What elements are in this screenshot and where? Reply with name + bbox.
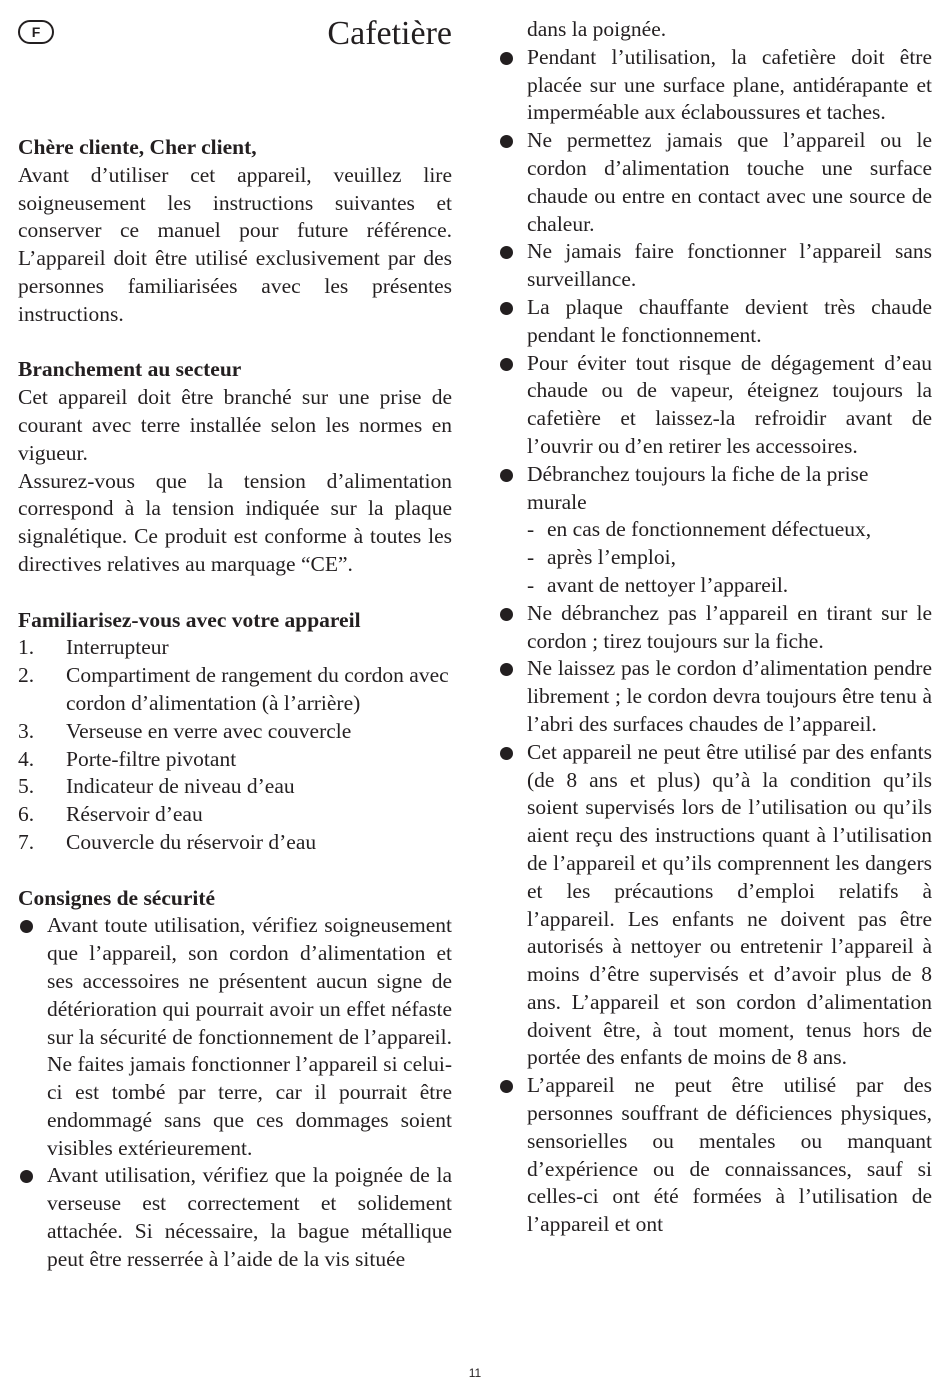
sub-item — [498, 516, 932, 544]
item-text: Porte-filtre pivotant — [66, 746, 237, 771]
item-text: Compartiment de rangement du cordon avec cordon d’alimentation (à l’arrière) — [66, 663, 449, 715]
item-number: 5. — [18, 774, 35, 799]
bullet-item — [18, 1162, 452, 1273]
dash-marker: - — [527, 572, 535, 597]
parts-heading: Familiarisez-vous avec votre appareil — [18, 607, 361, 632]
item-number: 3. — [18, 718, 35, 743]
item-text: Réservoir d’eau — [66, 802, 203, 827]
bullet-text: Ne permettez jamais que l’appareil ou le cordon d’alimentation touche une surface chaude ou entre en contact avec une source de chaleur. — [527, 128, 932, 236]
bullet-text: Ne débranchez pas l’appareil en tirant sur le cordon ; tirez toujours sur la fiche. — [527, 600, 932, 653]
bullet-item — [498, 600, 932, 656]
greeting-heading: Chère cliente, Cher client, — [18, 135, 257, 159]
item-text: Couvercle du réservoir d’eau — [66, 829, 317, 854]
bullet-item — [498, 655, 932, 738]
list-item — [18, 634, 452, 662]
item-number: 6. — [18, 802, 35, 827]
dash-marker: - — [527, 545, 535, 570]
bullet-item — [498, 739, 932, 1073]
bullet-item — [498, 350, 932, 461]
language-badge: F — [18, 20, 54, 44]
list-item — [18, 746, 452, 774]
item-text: Indicateur de niveau d’eau — [66, 774, 295, 799]
list-item — [18, 773, 452, 801]
bullet-item — [498, 1072, 932, 1239]
bullet-item — [498, 127, 932, 238]
page-number: 11 — [468, 1366, 482, 1380]
item-text: Interrupteur — [66, 635, 169, 660]
item-number: 4. — [18, 746, 35, 771]
intro-paragraph: Avant d’utiliser cet appareil, veuillez lire soigneusement les instructions suivantes et conserver ce manuel pour future référence. L’appareil doit être utilisé exclusivement par des personnes familiarisées avec les présentes instructions. — [18, 162, 452, 326]
list-item — [18, 662, 452, 718]
right-column — [498, 16, 932, 1239]
bullet-text: Avant utilisation, vérifiez que la poignée de la verseuse est correctement et solidement attachée. Si nécessaire, la bague métallique peut être resserrée à l’aide de la vis située — [47, 1163, 452, 1271]
item-number: 2. — [18, 663, 35, 688]
sub-item — [498, 544, 932, 572]
left-column — [18, 134, 452, 1274]
item-number: 1. — [18, 635, 35, 660]
item-number: 7. — [18, 829, 35, 854]
bullet-text: Débranchez toujours la fiche de la prise murale — [527, 461, 869, 514]
dash-marker: - — [527, 517, 535, 542]
list-item — [18, 718, 452, 746]
bullet-text: Ne laissez pas le cordon d’alimentation pendre librement ; le cordon devra toujours être tenu à l’abri des surfaces chaudes de l’appareil. — [527, 656, 932, 736]
bullet-item — [498, 461, 932, 517]
safety-heading: Consignes de sécurité — [18, 885, 216, 910]
bullet-text: Cet appareil ne peut être utilisé par des enfants (de 8 ans et plus) qu’à la condition qu’ils soient supervisés lors de l’utilisation ou qu’ils aient reçu des instructions quant à l’utilisation de l’appareil et qu’ils comprennent les dangers et les précautions d’emploi relatifs à l’appareil. Les enfants ne doivent pas être autorisés à nettoyer ou entretenir l’appareil à moins d’être supervisés et d’avoir plus de 8 ans. L’appareil et son cordon d’alimentation doivent être, à tout moment, tenus hors de portée des enfants de moins de 8 ans. — [527, 739, 932, 1070]
parts-list — [18, 634, 452, 856]
bullet-item — [498, 294, 932, 350]
page-title: Cafetière — [327, 15, 452, 52]
bullet-text: Pendant l’utilisation, la cafetière doit être placée sur une surface plane, antidérapante et imperméable aux éclaboussures et taches. — [527, 44, 932, 125]
bullet-text: Avant toute utilisation, vérifiez soigneusement que l’appareil, son cordon d’alimentation et ses accessoires ne présentent aucun signe de détérioration qui pourrait avoir un effet néfaste sur la sécurité de fonctionnement de l’appareil. Ne faites jamais fonctionner l’appareil si celui-ci est tombé par terre, car il pourrait être endommagé sans que ces dommages soient visibles extérieurement. — [47, 913, 452, 1160]
bullet-item — [498, 44, 932, 127]
bullet-text: L’appareil ne peut être utilisé par des personnes souffrant de déficiences physiques, sensorielles ou mentales ou manquant d’expérience ou de connaissances, sauf si celles-ci ont été formées à l’utilisation de l’appareil et ont — [527, 1073, 932, 1237]
item-text: Verseuse en verre avec couvercle — [66, 718, 352, 743]
mains-paragraph-2: Assurez-vous que la tension d’alimentation correspond à la tension indiquée sur la plaque signalétique. Ce produit est conforme à toutes les directives relatives au marquage “CE”. — [18, 468, 452, 576]
bullet-text: Pour éviter tout risque de dégagement d’eau chaude ou de vapeur, éteignez toujours la cafetière et laissez-la refroidir avant de l’ouvrir ou d’en retirer les accessoires. — [527, 350, 932, 458]
bullet-item — [498, 238, 932, 294]
bullet-item — [18, 912, 452, 1162]
list-item — [18, 801, 452, 829]
bullet-text: Ne jamais faire fonctionner l’appareil sans surveillance. — [527, 239, 932, 292]
bullet-text: La plaque chauffante devient très chaude pendant le fonctionnement. — [527, 294, 932, 347]
list-item — [18, 829, 452, 857]
sub-item-text: en cas de fonctionnement défectueux, — [547, 517, 872, 542]
bullet-continuation: dans la poignée. — [527, 17, 667, 41]
sub-item-text: avant de nettoyer l’appareil. — [547, 572, 789, 597]
sub-item-text: après l’emploi, — [547, 545, 676, 570]
sub-item — [498, 572, 932, 600]
mains-heading: Branchement au secteur — [18, 357, 242, 382]
mains-paragraph-1: Cet appareil doit être branché sur une prise de courant avec terre installée selon les normes en vigueur. — [18, 385, 452, 465]
